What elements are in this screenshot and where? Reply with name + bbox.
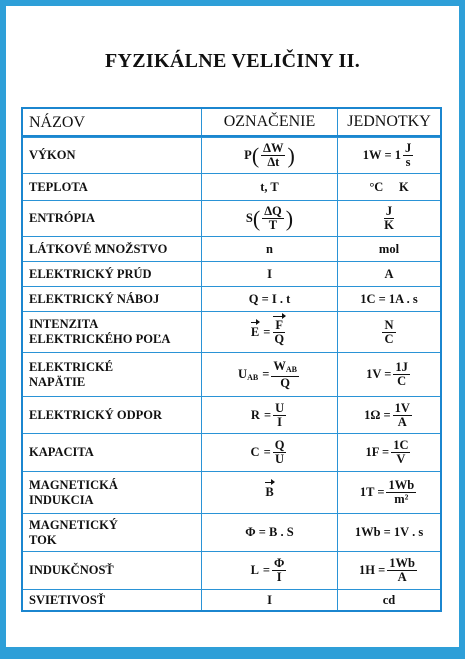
quantities-table xyxy=(21,107,442,612)
quantity-name: ENTRÓPIA xyxy=(29,211,95,225)
quantity-name: TEPLOTA xyxy=(29,179,88,194)
unit-prefix: 1V = xyxy=(366,367,392,381)
equals-sign: = xyxy=(263,445,271,459)
paren-open: ( xyxy=(252,205,261,231)
table-row xyxy=(23,236,440,261)
quantity-unit: A xyxy=(337,262,440,286)
fraction-denominator: A xyxy=(397,414,407,429)
quantity-name: VÝKON xyxy=(29,148,76,162)
unit-fraction xyxy=(382,205,396,232)
unit-fraction xyxy=(386,479,416,506)
unit-prefix: 1T = xyxy=(359,485,385,499)
fraction-numerator: 1V xyxy=(394,400,410,415)
quantity-symbol xyxy=(201,397,337,433)
table-row xyxy=(23,471,440,513)
quantity-symbol: I xyxy=(201,262,337,286)
poster-sheet xyxy=(6,6,459,647)
quantity-unit xyxy=(337,552,440,589)
equals-sign: = xyxy=(263,324,271,339)
fraction-numerator: N xyxy=(384,317,394,332)
quantity-unit xyxy=(337,312,440,352)
table-row xyxy=(23,396,440,433)
quantity-name: KAPACITA xyxy=(29,445,94,459)
vector-symbol: E xyxy=(250,324,260,339)
table-row xyxy=(23,137,440,173)
symbol-fraction xyxy=(273,402,286,429)
name-line: NAPÄTIE xyxy=(29,374,86,389)
name-line: TOK xyxy=(29,532,57,547)
fraction-numerator: ΔQ xyxy=(264,204,282,218)
quantity-unit: cd xyxy=(337,590,440,610)
fraction-denominator: C xyxy=(397,374,407,388)
equals-sign: = xyxy=(263,407,272,422)
symbol-letter: P xyxy=(244,148,252,162)
quantity-unit: 1C = 1A . s xyxy=(337,287,440,311)
header-symbol: OZNAČENIE xyxy=(201,109,337,135)
fraction-numerator: 1Wb xyxy=(389,556,415,570)
fraction-denominator: m² xyxy=(394,492,409,506)
quantity-unit xyxy=(337,397,440,433)
fraction-denominator: T xyxy=(268,218,278,232)
fraction-denominator: A xyxy=(397,570,407,584)
quantity-symbol: Φ = B . S xyxy=(201,514,337,551)
quantity-symbol xyxy=(201,472,337,513)
quantity-symbol xyxy=(201,552,337,589)
symbol-fraction xyxy=(261,142,285,169)
unit-prefix: 1W = 1 xyxy=(362,148,401,162)
fraction-denominator: I xyxy=(277,414,283,429)
fraction-numerator: Q xyxy=(274,438,285,452)
table-row xyxy=(23,286,440,311)
quantity-name: ELEKTRICKÝ PRÚD xyxy=(29,266,152,281)
symbol-fraction xyxy=(272,557,286,584)
quantity-name: ELEKTRICKÝ NÁBOJ xyxy=(29,291,160,306)
fraction-numerator: J xyxy=(404,141,412,155)
name-line: MAGNETICKÝ xyxy=(29,517,118,532)
fraction-numerator: J xyxy=(385,204,393,218)
quantity-unit xyxy=(337,201,440,236)
unit-fraction xyxy=(393,361,410,388)
table-row xyxy=(23,200,440,236)
fraction-numerator: ΔW xyxy=(263,141,284,155)
quantity-name: SVIETIVOSŤ xyxy=(29,592,106,607)
quantity-name xyxy=(23,514,201,551)
quantity-name: LÁTKOVÉ MNOŽSTVO xyxy=(29,241,168,256)
name-line: ELEKTRICKÉHO POĽA xyxy=(29,332,171,346)
vector-symbol: B xyxy=(265,485,274,499)
fraction-denominator: s xyxy=(405,155,411,169)
paren-open: ( xyxy=(251,142,260,168)
quantity-unit xyxy=(337,353,440,396)
fraction-denominator: C xyxy=(384,331,394,346)
table-row xyxy=(23,513,440,551)
paren-close: ) xyxy=(287,142,295,168)
fraction-numerator: F xyxy=(275,317,284,332)
quantity-name: ELEKTRICKÝ ODPOR xyxy=(29,407,163,422)
quantity-name xyxy=(23,353,201,396)
quantity-unit: °C K xyxy=(337,174,440,200)
fraction-denominator: I xyxy=(276,570,282,584)
table-row xyxy=(23,311,440,352)
fraction-denominator: Q xyxy=(274,331,285,346)
paren-close: ) xyxy=(285,205,294,231)
fraction-numerator: 1C xyxy=(393,438,409,452)
quantity-symbol: I xyxy=(201,590,337,610)
name-line: INDUKCIA xyxy=(29,492,94,507)
unit-fraction xyxy=(391,439,410,466)
fraction-numerator: 1Wb xyxy=(388,478,415,492)
symbol-letter: C xyxy=(250,445,260,459)
page-title: FYZIKÁLNE VELIČINY II. xyxy=(105,50,360,72)
fraction-numerator: U xyxy=(275,400,285,415)
table-row xyxy=(23,173,440,200)
quantity-unit xyxy=(337,472,440,513)
table-row xyxy=(23,589,440,610)
quantity-unit: mol xyxy=(337,237,440,261)
symbol-fraction xyxy=(262,205,284,232)
unit-fraction xyxy=(387,557,417,584)
table-row xyxy=(23,551,440,589)
quantity-symbol: n xyxy=(201,237,337,261)
name-line: ELEKTRICKÉ xyxy=(29,359,114,374)
quantity-symbol xyxy=(201,312,337,352)
symbol-fraction xyxy=(273,439,287,466)
fraction-numerator: 1J xyxy=(395,360,408,374)
symbol-fraction xyxy=(272,319,286,346)
table-header xyxy=(23,109,440,137)
quantity-name xyxy=(23,472,201,513)
unit-fraction xyxy=(403,142,413,169)
equals-sign: = xyxy=(262,367,270,381)
quantity-unit xyxy=(337,434,440,471)
fraction-denominator: Δt xyxy=(267,155,280,169)
header-name: NÁZOV xyxy=(29,113,85,131)
quantity-unit xyxy=(337,138,440,173)
quantity-symbol: Q = I . t xyxy=(201,287,337,311)
name-line: INTENZITA xyxy=(29,317,99,331)
quantity-symbol xyxy=(201,434,337,471)
unit-prefix: 1H = xyxy=(359,563,386,577)
quantity-name xyxy=(23,312,201,352)
unit-fraction xyxy=(393,402,412,429)
symbol-letter: L xyxy=(250,563,259,577)
fraction-denominator: Q xyxy=(280,375,290,390)
symbol-letter: R xyxy=(250,407,260,422)
header-units: JEDNOTKY xyxy=(337,109,440,135)
name-line: MAGNETICKÁ xyxy=(29,477,118,492)
quantity-unit: 1Wb = 1V . s xyxy=(337,514,440,551)
symbol-letter: S xyxy=(245,211,253,225)
unit-prefix: 1F = xyxy=(365,445,390,459)
table-row xyxy=(23,352,440,396)
quantity-symbol xyxy=(201,201,337,236)
symbol-letter: $U_{AB}$ xyxy=(238,367,259,382)
quantity-symbol xyxy=(201,353,337,396)
fraction-numerator: $W_{AB}$ xyxy=(271,360,299,377)
equals-sign: = xyxy=(262,563,271,577)
quantity-symbol xyxy=(201,138,337,173)
fraction-denominator: V xyxy=(396,452,406,466)
unit-prefix: 1Ω = xyxy=(364,407,391,422)
fraction-numerator: Φ xyxy=(274,556,285,570)
fraction-denominator: U xyxy=(275,452,285,466)
table-row xyxy=(23,261,440,286)
table-row xyxy=(23,433,440,471)
unit-fraction xyxy=(382,319,395,346)
symbol-fraction xyxy=(271,360,299,390)
fraction-denominator: K xyxy=(384,218,394,232)
quantity-symbol: t, T xyxy=(201,174,337,200)
quantity-name: INDUKČNOSŤ xyxy=(29,563,114,577)
